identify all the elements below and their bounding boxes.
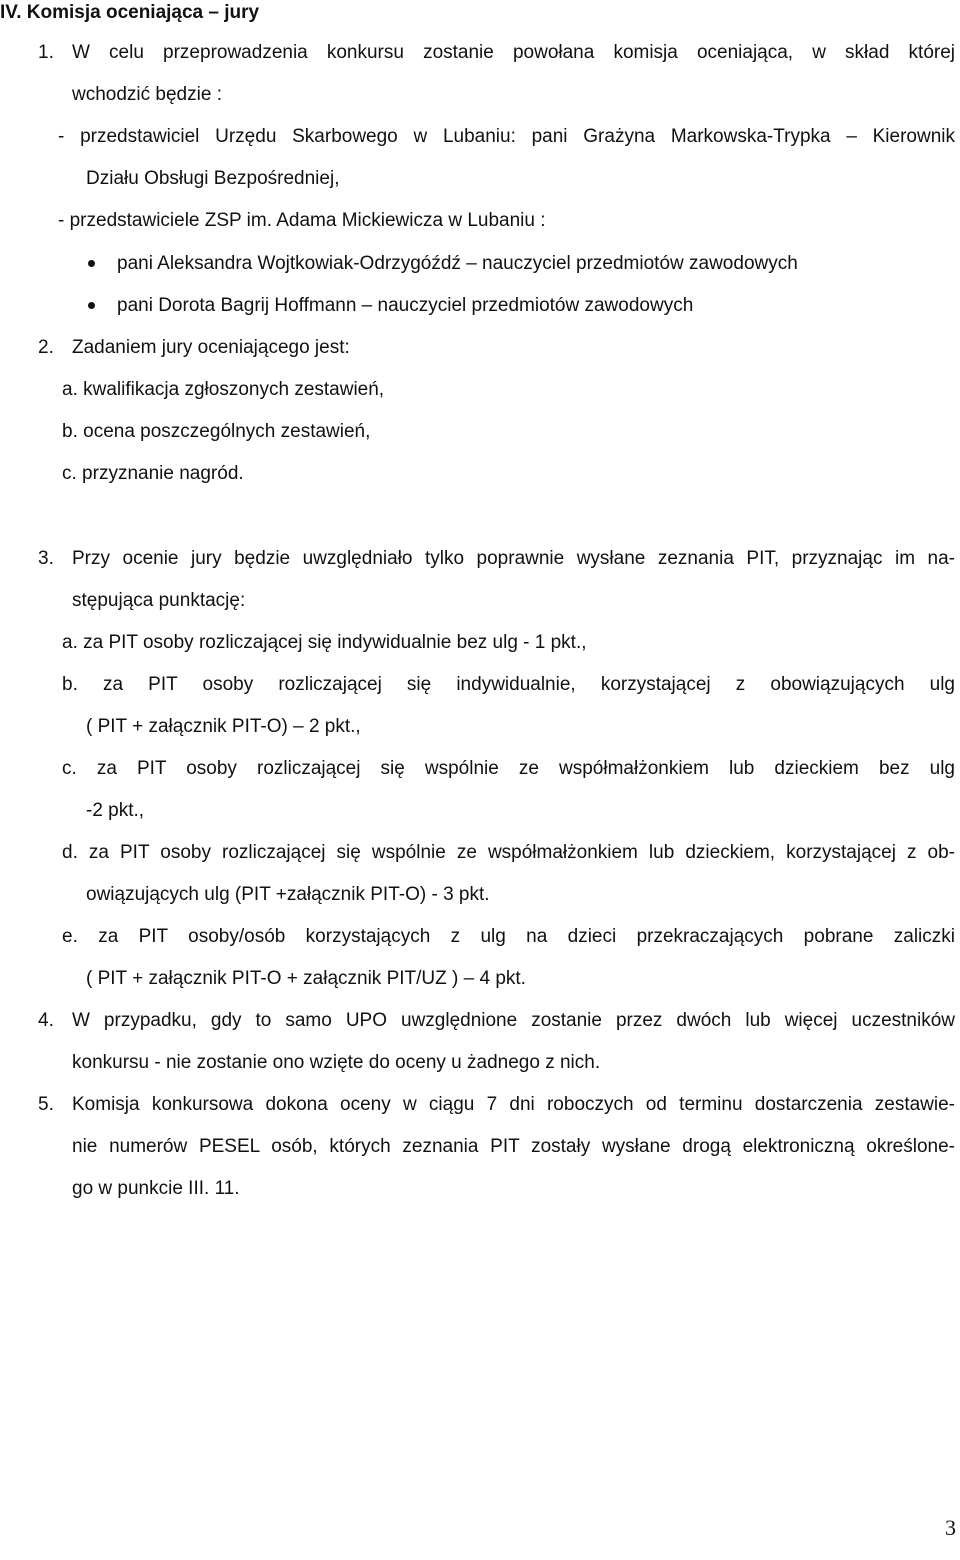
item3-point-a: a. za PIT osoby rozliczającej się indywidualnie bez ulg - 1 pkt., [62, 632, 587, 653]
page-number: 3 [945, 1515, 956, 1540]
item2-point-c: c. przyznanie nagród. [62, 463, 244, 484]
item2-text: Zadaniem jury oceniającego jest: [72, 337, 350, 358]
item5-line2: nie numerów PESEL osób, których zeznania PIT zostały wysłane drogą elektroniczną określone- [72, 1136, 955, 1157]
item3-number: 3. [38, 548, 54, 569]
item1-member-line1: - przedstawiciel Urzędu Skarbowego w Lubaniu: pani Grażyna Markowska-Trypka – Kierownik [58, 126, 955, 147]
item3-point-b-line1: b. za PIT osoby rozliczającej się indywidualnie, korzystającej z obowiązujących ulg [62, 674, 955, 695]
bullet-icon [88, 302, 95, 309]
item3-point-d-line2: owiązujących ulg (PIT +załącznik PIT-O) - 3 pkt. [86, 884, 490, 905]
item1-intro-line2: wchodzić będzie : [72, 84, 222, 105]
item3-point-b-line2: ( PIT + załącznik PIT-O) – 2 pkt., [86, 716, 361, 737]
jury-member-1: pani Aleksandra Wojtkowiak-Odrzygóźdź – nauczyciel przedmiotów zawodowych [117, 253, 798, 274]
item2-point-b: b. ocena poszczególnych zestawień, [62, 421, 371, 442]
item3-point-c-line2: -2 pkt., [86, 800, 145, 821]
item4-number: 4. [38, 1010, 54, 1031]
bullet-icon [88, 260, 95, 267]
item3-point-e-line1: e. za PIT osoby/osób korzystających z ulg na dzieci przekraczających pobrane zaliczki [62, 926, 955, 947]
item4-line1: W przypadku, gdy to samo UPO uwzględnione zostanie przez dwóch lub więcej uczestników [72, 1010, 955, 1031]
item1-intro-line1: W celu przeprowadzenia konkursu zostanie powołana komisja oceniająca, w skład której [72, 42, 955, 63]
item2-number: 2. [38, 337, 54, 358]
item3-point-c-line1: c. za PIT osoby rozliczającej się wspólnie ze współmałżonkiem lub dzieckiem bez ulg [62, 758, 955, 779]
item5-line1: Komisja konkursowa dokona oceny w ciągu 7 dni roboczych od terminu dostarczenia zestawie- [72, 1094, 955, 1115]
item5-number: 5. [38, 1094, 54, 1115]
section-title: IV. Komisja oceniająca – jury [0, 2, 260, 23]
item1-number: 1. [38, 42, 54, 63]
item3-point-d-line1: d. za PIT osoby rozliczającej się wspólnie ze współmałżonkiem lub dzieckiem, korzystającej z ob- [62, 842, 955, 863]
item1-member-line2: Działu Obsługi Bezpośredniej, [86, 168, 340, 189]
item3-line1: Przy ocenie jury będzie uwzględniało tylko poprawnie wysłane zeznania PIT, przyznając im na- [72, 548, 955, 569]
item1-school-line: - przedstawiciele ZSP im. Adama Mickiewicza w Lubaniu : [58, 210, 546, 231]
jury-member-2: pani Dorota Bagrij Hoffmann – nauczyciel przedmiotów zawodowych [117, 295, 694, 316]
item3-point-e-line2: ( PIT + załącznik PIT-O + załącznik PIT/UZ ) – 4 pkt. [86, 968, 526, 989]
item3-line2: stępująca punktację: [72, 590, 246, 611]
item2-point-a: a. kwalifikacja zgłoszonych zestawień, [62, 379, 385, 400]
item4-line2: konkursu - nie zostanie ono wzięte do oceny u żadnego z nich. [72, 1052, 601, 1073]
item5-line3: go w punkcie III. 11. [72, 1178, 240, 1199]
